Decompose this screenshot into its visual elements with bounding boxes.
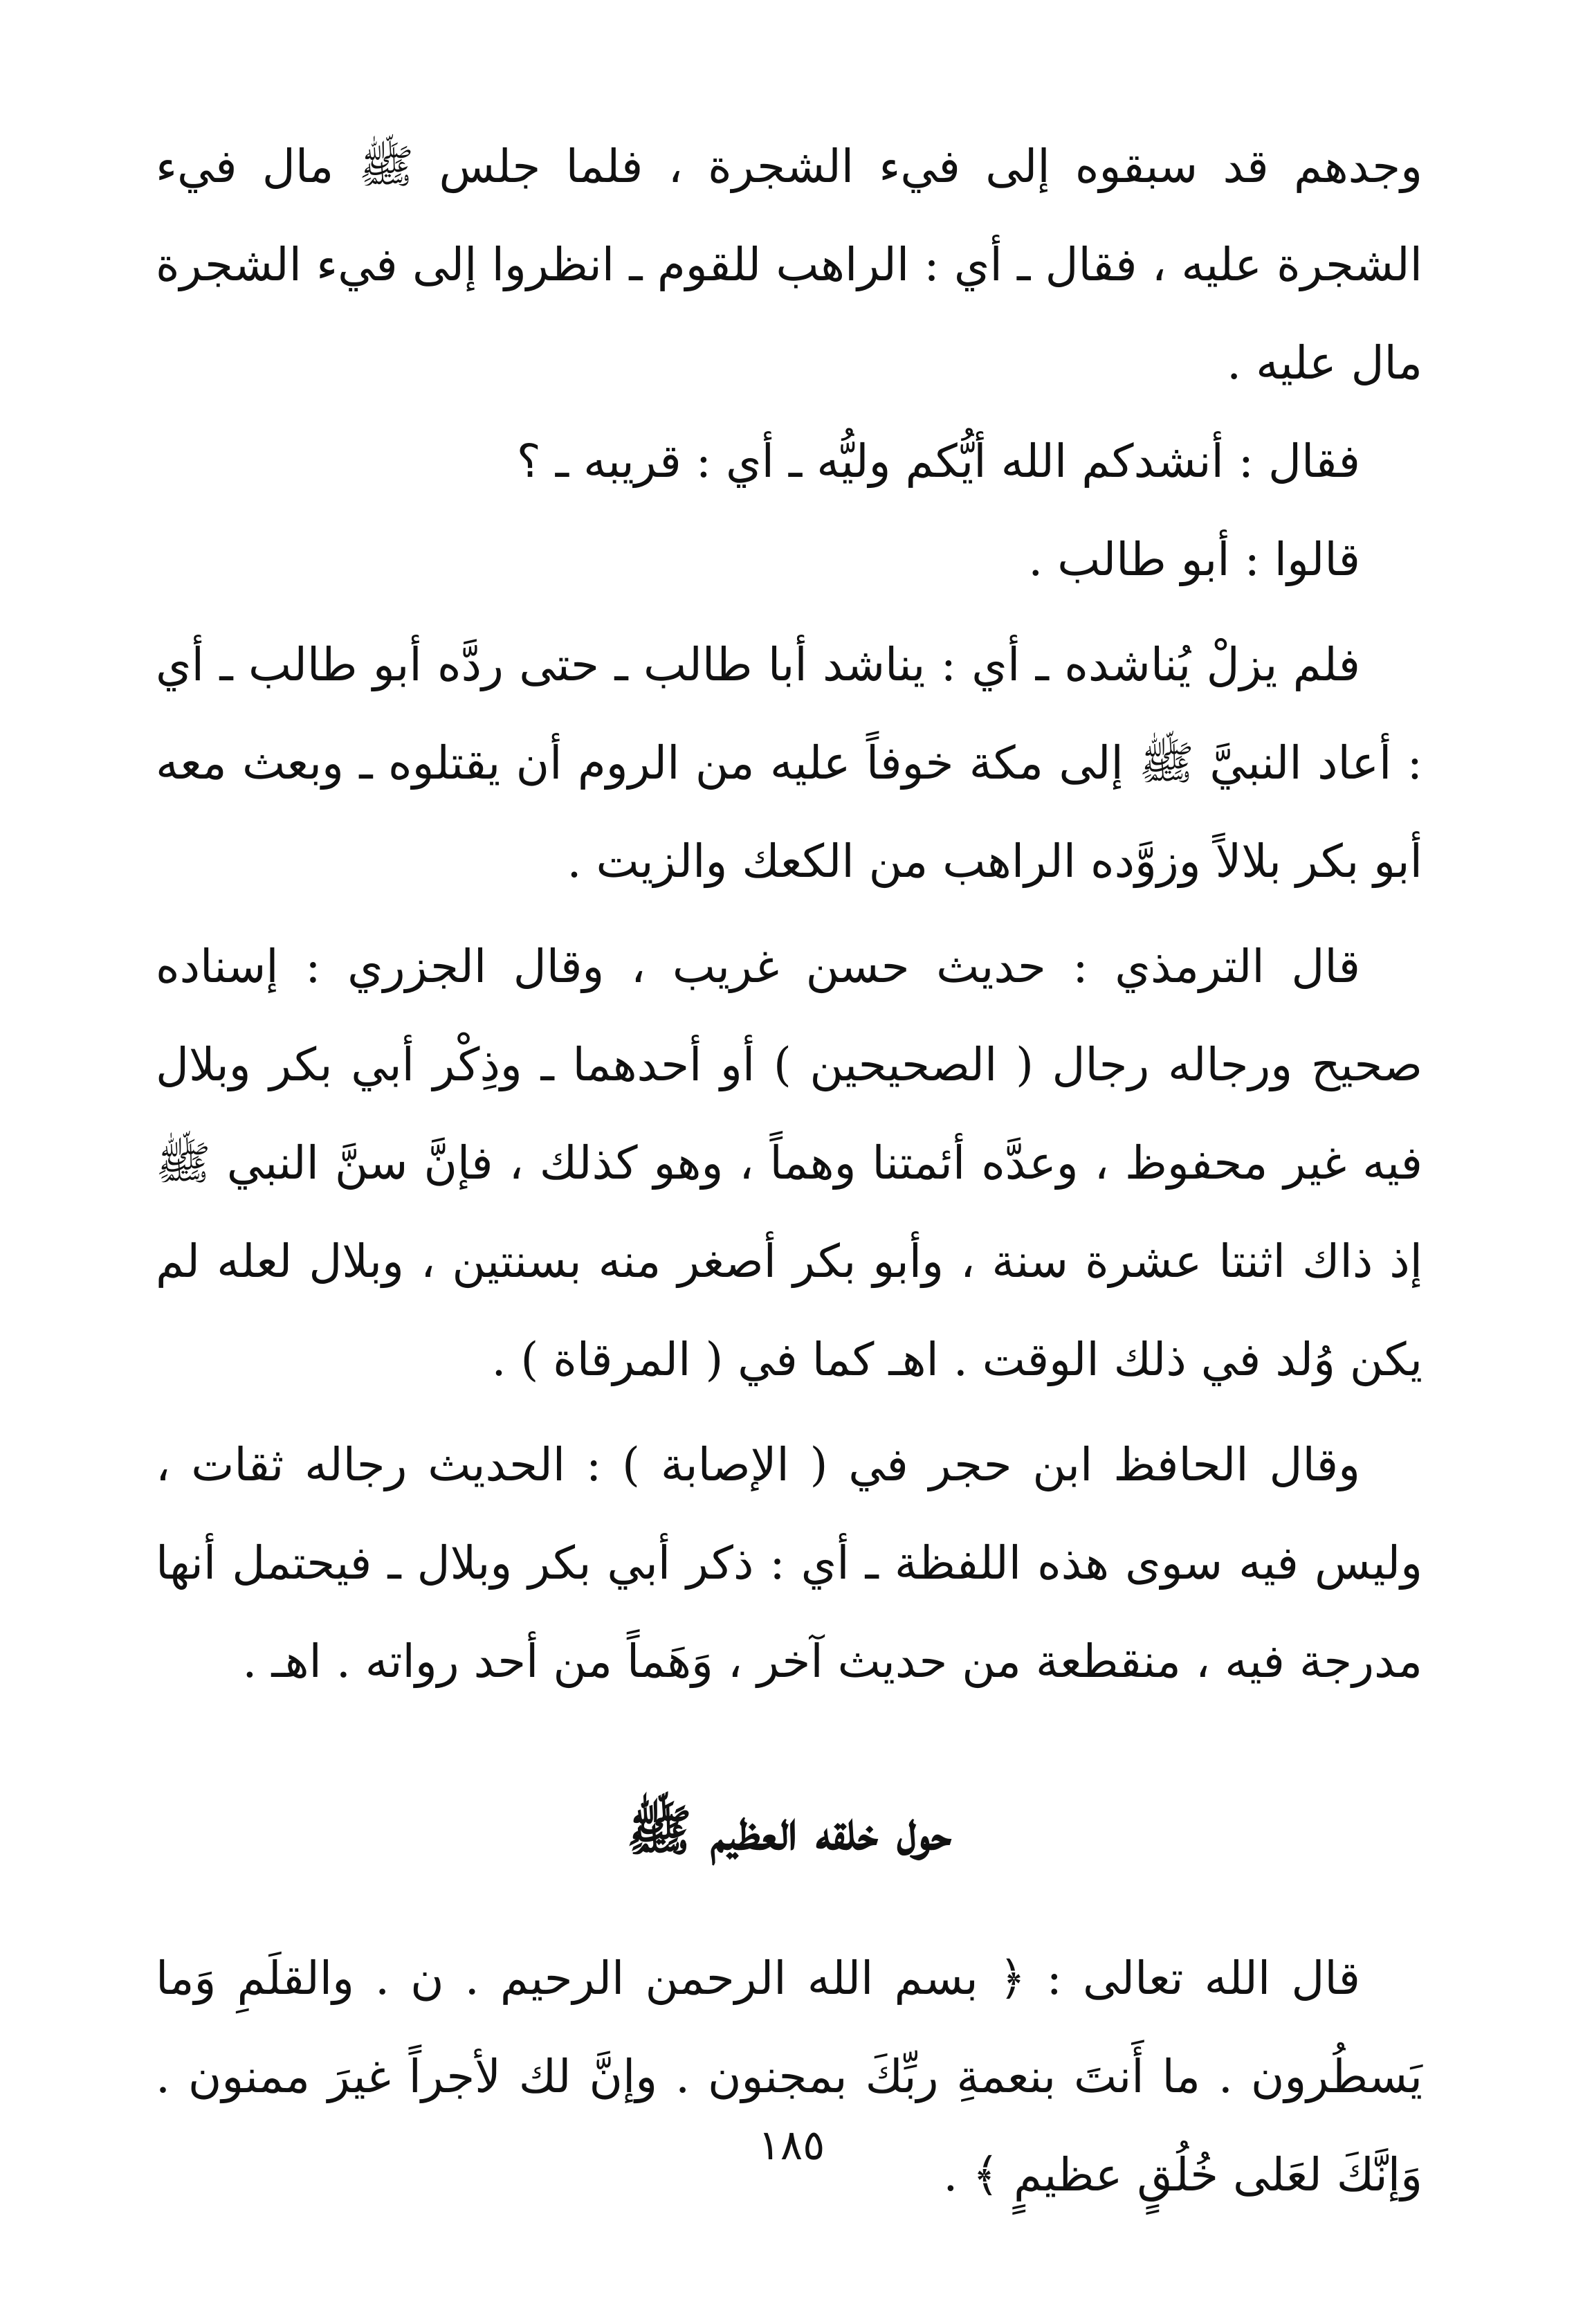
section-heading: حول خلقه العظيم ﷺ (626, 1799, 952, 1862)
paragraph-return: فلم يزلْ يُناشده ـ أي : يناشد أبا طالب ـ حتى ردَّه أبو طالب ـ أي : أعاد النبيَّ ﷺ إلى مكة خوفاً عليه من الروم أن يقتلوه ـ وبعث معه أبو بكر بلالاً وزوَّده الراهب من الكعك والزيت . (156, 638, 1422, 888)
paragraph-tirmidhi: قال الترمذي : حديث حسن غريب ، وقال الجزري : إسناده صحيح ورجاله رجال ( الصحيحين ) أو أحدهما ـ وذِكْر أبي بكر وبلال فيه غير محفوظ ، وعدَّه أئمتنا وهماً ، وهو كذلك ، فإنَّ سنَّ النبي ﷺ إذ ذاك اثنتا عشرة سنة ، وأبو بكر أصغر منه بسنتين ، وبلال لعله لم يكن وُلد في ذلك الوقت . اهـ كما في ( المرقاة ) . (156, 940, 1422, 1386)
page-number: ١٨٥ (758, 2121, 825, 2170)
paragraph-continuation: وجدهم قد سبقوه إلى فيء الشجرة ، فلما جلس ﷺ مال فيء الشجرة عليه ، فقال ـ أي : الراهب للقوم ـ انظروا إلى فيء الشجرة مال عليه . (156, 140, 1422, 390)
paragraph-question: فقال : أنشدكم الله أيُّكم وليُّه ـ أي : قريبه ـ ؟ (516, 435, 1360, 488)
paragraph-quran-verse: قال الله تعالى : ﴿ بسم الله الرحمن الرحيم . ن . والقلَمِ وَما يَسطُرون . ما أَنتَ بنعمةِ ربِّكَ بمجنون . وإنَّ لك لأجراً غيرَ ممنون . وَإنَّكَ لعَلى خُلُقٍ عظيمٍ ﴾ . (156, 1952, 1422, 2202)
page-content (156, 118, 1422, 2224)
paragraph-answer: قالوا : أبو طالب . (1028, 533, 1360, 586)
paragraph-ibn-hajar: وقال الحافظ ابن حجر في ( الإصابة ) : الحديث رجاله ثقات ، وليس فيه سوى هذه اللفظة ـ أي : ذكر أبي بكر وبلال ـ فيحتمل أنها مدرجة فيه ، منقطعة من حديث آخر ، وَهَماً من أحد رواته . اهـ . (156, 1438, 1422, 1688)
